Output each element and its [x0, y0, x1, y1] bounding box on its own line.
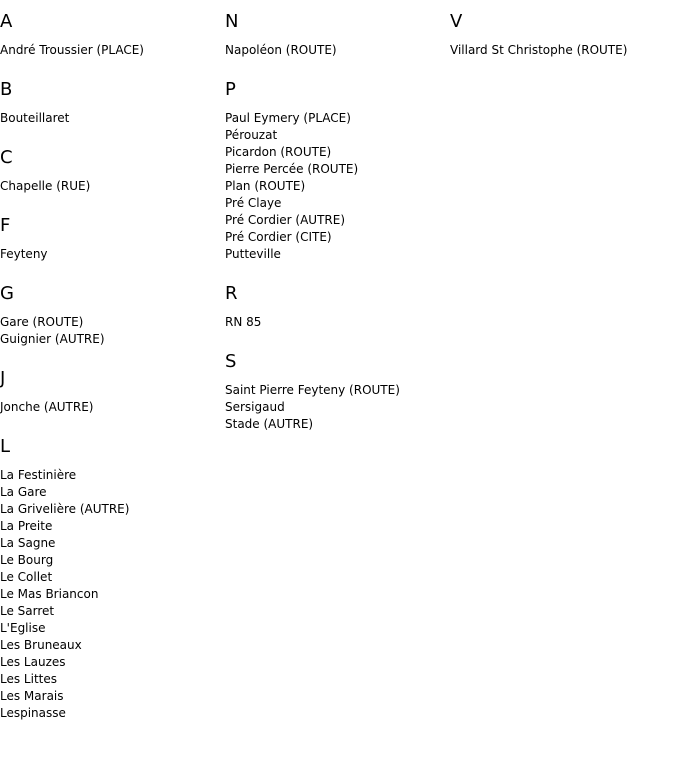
street-link[interactable]: Le Bourg — [0, 553, 54, 567]
street-link[interactable]: Stade (AUTRE) — [225, 417, 314, 431]
street-link[interactable]: Plan (ROUTE) — [225, 179, 306, 193]
street-list — [0, 110, 225, 127]
letter-heading: A — [0, 11, 13, 32]
street-link[interactable]: Gare (ROUTE) — [0, 315, 84, 329]
letter-heading: S — [225, 351, 237, 372]
street-link[interactable]: Pierre Percée (ROUTE) — [225, 162, 359, 176]
street-link[interactable]: Bouteillaret — [0, 111, 70, 125]
street-link[interactable]: Pré Cordier (CITE) — [225, 230, 332, 244]
street-list — [225, 314, 450, 331]
street-link[interactable]: La Sagne — [0, 536, 56, 550]
letter-group — [0, 284, 225, 348]
street-list — [0, 178, 225, 195]
street-link[interactable]: Picardon (ROUTE) — [225, 145, 332, 159]
letter-group — [0, 216, 225, 263]
letter-heading: B — [0, 79, 13, 100]
letter-group — [225, 12, 450, 59]
letter-heading: G — [0, 283, 14, 304]
street-link[interactable]: La Festinière — [0, 468, 77, 482]
street-list — [225, 382, 450, 433]
letter-group — [225, 80, 450, 263]
letter-group — [0, 437, 225, 722]
street-link[interactable]: Feyteny — [0, 247, 48, 261]
letter-group — [0, 80, 225, 127]
street-link[interactable]: Napoléon (ROUTE) — [225, 43, 337, 57]
street-link[interactable]: Le Mas Briancon — [0, 587, 99, 601]
street-link[interactable]: Le Sarret — [0, 604, 55, 618]
letter-heading: F — [0, 215, 11, 236]
street-link[interactable]: La Gare — [0, 485, 47, 499]
letter-heading: J — [0, 368, 6, 389]
street-link[interactable]: L'Eglise — [0, 621, 46, 635]
street-link[interactable]: Saint Pierre Feyteny (ROUTE) — [225, 383, 400, 397]
street-list — [450, 42, 675, 59]
street-link[interactable]: Paul Eymery (PLACE) — [225, 111, 351, 125]
street-link[interactable]: Villard St Christophe (ROUTE) — [450, 43, 628, 57]
street-link[interactable]: Les Bruneaux — [0, 638, 82, 652]
street-list — [225, 42, 450, 59]
letter-heading: C — [0, 147, 13, 168]
street-link[interactable]: Jonche (AUTRE) — [0, 400, 94, 414]
street-list — [225, 110, 450, 263]
street-list — [0, 467, 225, 722]
street-index-column-3 — [450, 12, 675, 80]
street-link[interactable]: RN 85 — [225, 315, 262, 329]
street-index-column-2 — [225, 12, 450, 454]
street-link[interactable]: Lespinasse — [0, 706, 66, 720]
letter-heading: P — [225, 79, 236, 100]
street-link[interactable]: Chapelle (RUE) — [0, 179, 91, 193]
street-link[interactable]: La Preite — [0, 519, 53, 533]
street-link[interactable]: Le Collet — [0, 570, 53, 584]
letter-heading: V — [450, 11, 463, 32]
street-link[interactable]: Pré Cordier (AUTRE) — [225, 213, 346, 227]
street-list — [0, 42, 225, 59]
street-list — [0, 399, 225, 416]
street-link[interactable]: Sersigaud — [225, 400, 285, 414]
street-link[interactable]: La Grivelière (AUTRE) — [0, 502, 130, 516]
street-link[interactable]: Les Littes — [0, 672, 57, 686]
letter-group — [450, 12, 675, 59]
letter-heading: L — [0, 436, 11, 457]
street-list — [0, 246, 225, 263]
letter-group — [225, 284, 450, 331]
street-link[interactable]: Guignier (AUTRE) — [0, 332, 105, 346]
letter-heading: R — [225, 283, 238, 304]
street-list — [0, 314, 225, 348]
street-link[interactable]: Pré Claye — [225, 196, 282, 210]
street-link[interactable]: Pérouzat — [225, 128, 278, 142]
letter-group — [0, 148, 225, 195]
letter-heading: N — [225, 11, 239, 32]
street-index-column-1 — [0, 12, 225, 743]
letter-group — [0, 369, 225, 416]
letter-group — [0, 12, 225, 59]
street-link[interactable]: Putteville — [225, 247, 281, 261]
street-link[interactable]: André Troussier (PLACE) — [0, 43, 144, 57]
letter-group — [225, 352, 450, 433]
street-link[interactable]: Les Lauzes — [0, 655, 66, 669]
street-link[interactable]: Les Marais — [0, 689, 64, 703]
